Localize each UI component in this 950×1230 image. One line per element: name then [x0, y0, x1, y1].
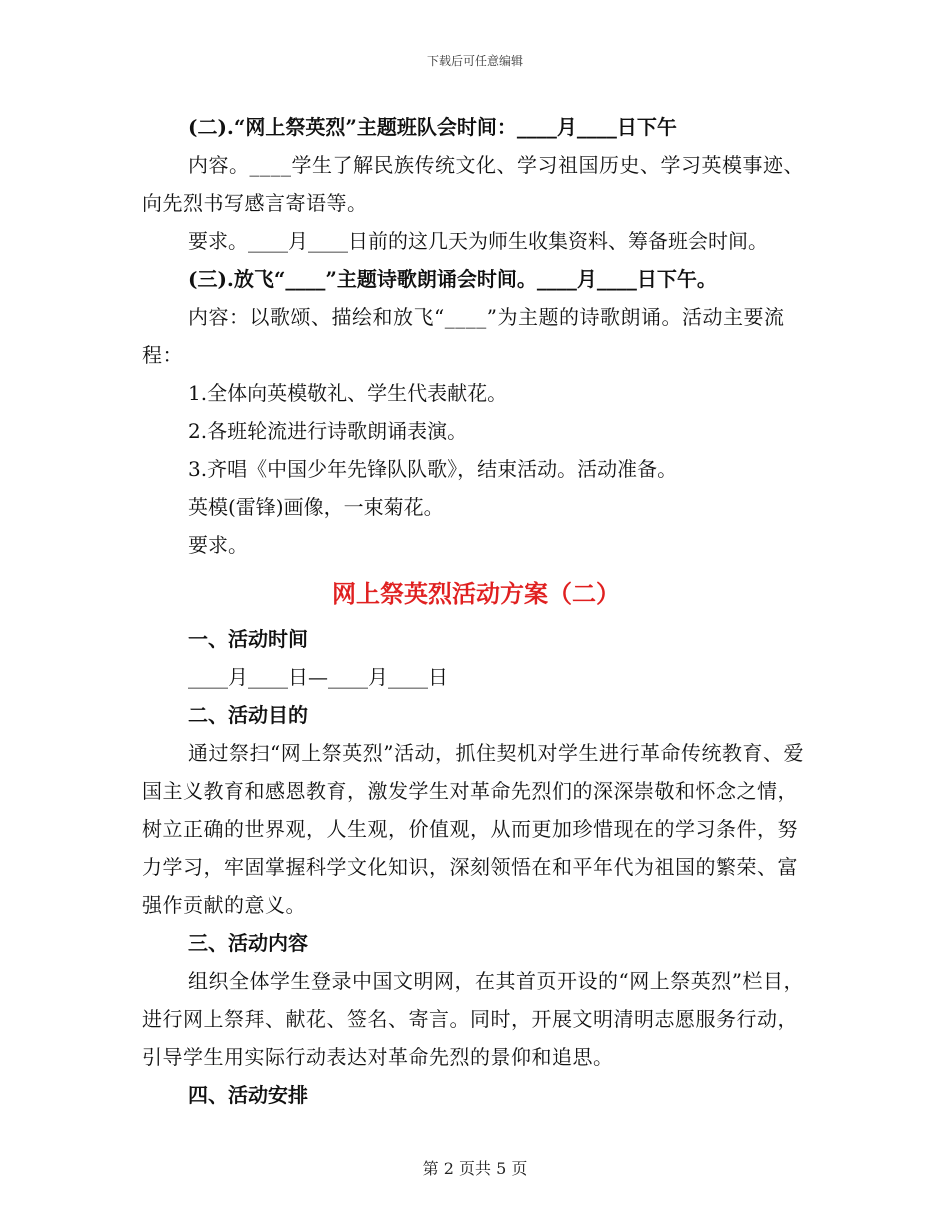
- page-header: 下载后可任意编辑: [426, 54, 523, 68]
- item3-title: (三).放飞“____”主题诗歌朗诵会时间。____月____日下午。: [188, 267, 717, 291]
- item2-requirement: 要求。____月____日前的这几天为师生收集资料、筹备班会时间。: [188, 229, 768, 253]
- activity-time: ____月____日—____月____日: [188, 665, 448, 689]
- item3-content: 内容：以歌颂、描绘和放飞“____”为主题的诗歌朗诵。活动主要流程：: [142, 305, 785, 367]
- section-heading-purpose: 二、活动目的: [188, 703, 308, 727]
- document-body: [142, 108, 810, 1114]
- plan-title: 网上祭英烈活动方案（二）: [332, 579, 620, 608]
- step-item: 2.各班轮流进行诗歌朗诵表演。: [188, 419, 468, 443]
- page-footer: 第 2 页共 5 页: [422, 1159, 528, 1178]
- preparation-text: 英模(雷锋)画像，一束菊花。: [188, 495, 444, 519]
- requirement-text: 要求。: [188, 533, 248, 557]
- item2-title: (二).“网上祭英烈”主题班队会时间：____月____日下午: [188, 115, 677, 139]
- step-item: 3.齐唱《中国少年先锋队队歌》，结束活动。活动准备。: [188, 457, 678, 481]
- item2-content: 内容。____学生了解民族传统文化、学习祖国历史、学习英模事迹、向先烈书写感言寄语等。: [142, 153, 804, 215]
- step-item: 1.全体向英模敬礼、学生代表献花。: [188, 381, 508, 405]
- section-heading-content: 三、活动内容: [188, 931, 308, 955]
- content-paragraph: 组织全体学生登录中国文明网，在其首页开设的“网上祭英烈”栏目，进行网上祭拜、献花、签名、寄言。同时，开展文明清明志愿服务行动，引导学生用实际行动表达对革命先烈的景仰和追思。: [142, 969, 804, 1069]
- section-heading-time: 一、活动时间: [188, 627, 308, 651]
- purpose-paragraph: 通过祭扫“网上祭英烈”活动，抓住契机对学生进行革命传统教育、爱国主义教育和感恩教育，激发学生对革命先烈们的深深崇敬和怀念之情，树立正确的世界观，人生观，价值观，从而更加珍惜现在的学习条件，努力学习，牢固掌握科学文化知识，深刻领悟在和平年代为祖国的繁荣、富强作贡献的意义。: [142, 741, 804, 917]
- section-heading-arrangement: 四、活动安排: [188, 1083, 308, 1107]
